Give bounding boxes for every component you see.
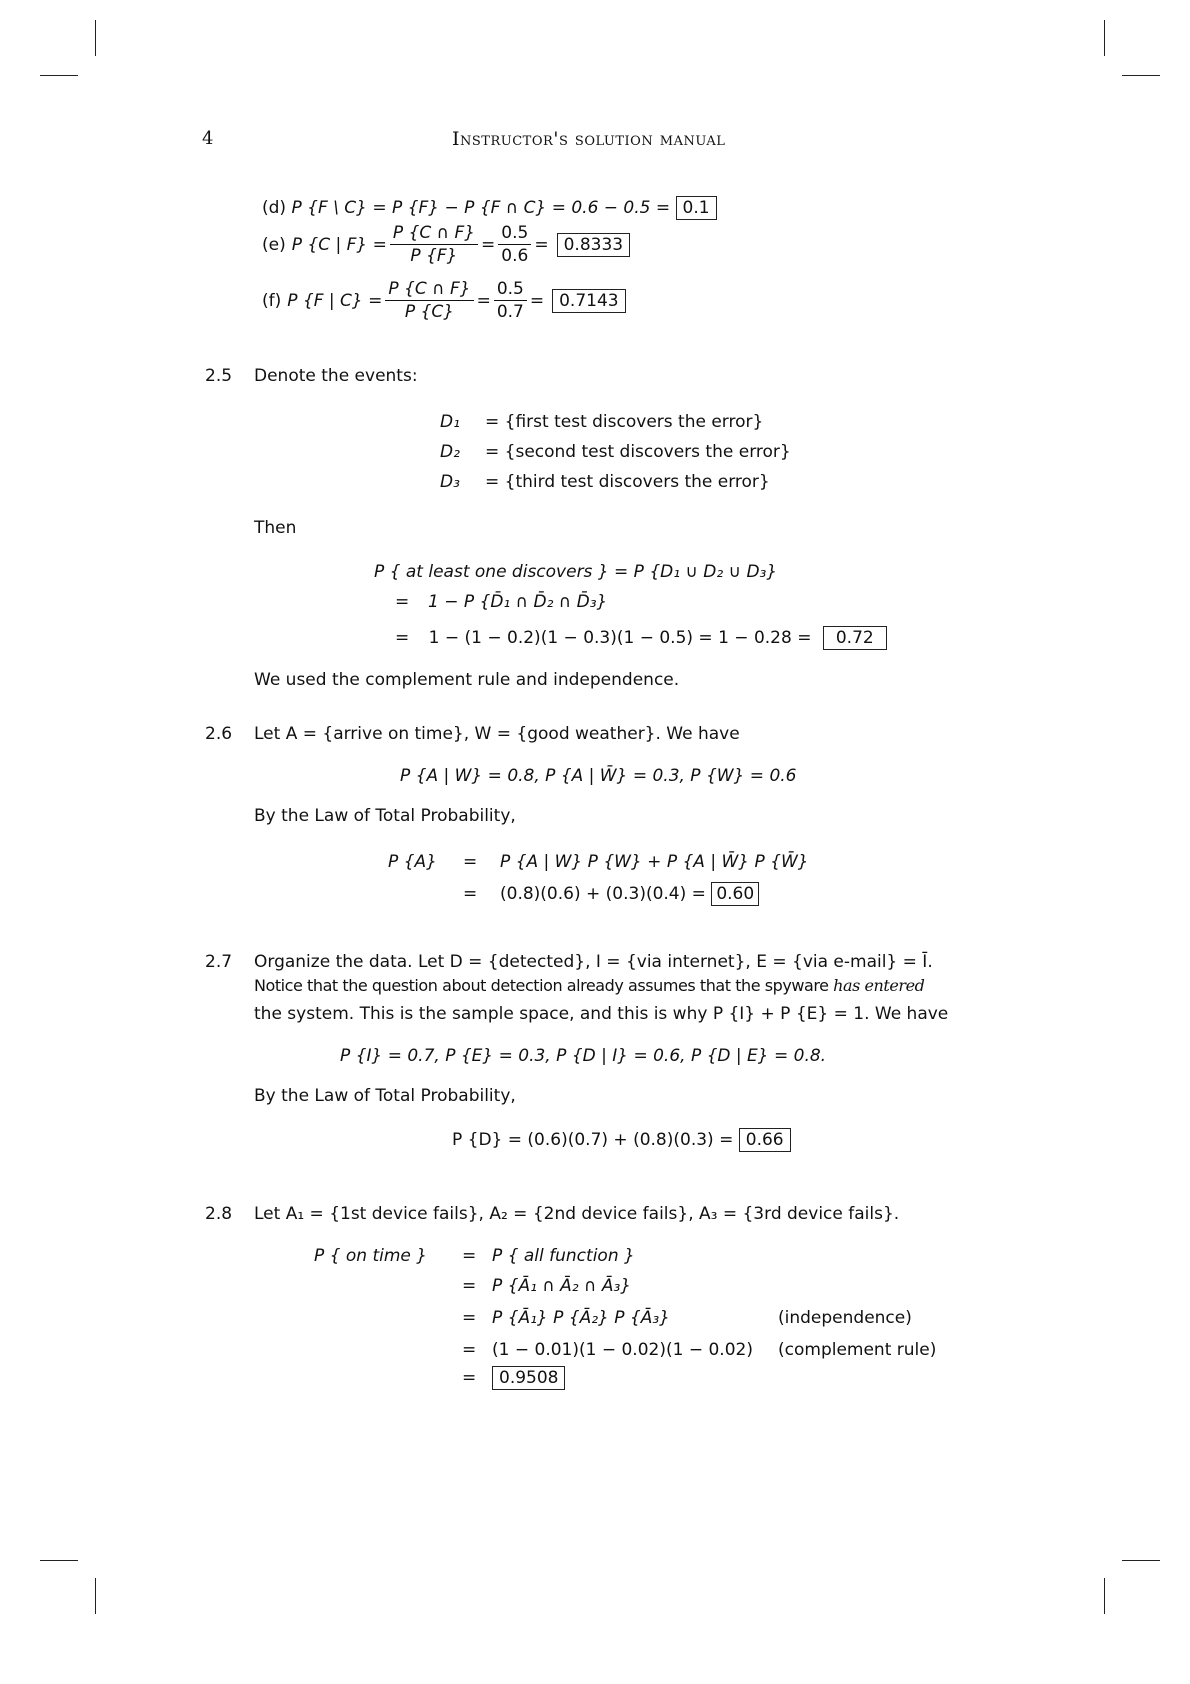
problem-2-8-row-4-note: (complement rule) [778, 1340, 937, 1360]
part-d-label: (d) [262, 198, 287, 218]
part-f-equals-1: = [476, 290, 491, 311]
problem-2-8-lhs: P { on time } [314, 1246, 428, 1266]
part-f-label: (f) [262, 290, 282, 311]
part-f-answer-box: 0.7143 [552, 289, 625, 313]
part-f-fraction-1 [385, 278, 473, 323]
running-header-title: Instructor's solution manual [452, 128, 726, 150]
part-e-answer-box: 0.8333 [557, 233, 630, 257]
part-d [262, 196, 717, 220]
problem-2-6-answer-box: 0.60 [711, 882, 759, 906]
part-e-fraction-2 [498, 222, 531, 267]
problem-2-7-number: 2.7 [205, 952, 233, 972]
part-e-numerator-2: 0.5 [498, 222, 531, 245]
problem-2-7-result [452, 1128, 791, 1152]
crop-mark-bottom-right-vertical [1104, 1578, 1105, 1614]
problem-2-7-result-expression: P {D} = (0.6)(0.7) + (0.8)(0.3) = [452, 1130, 734, 1150]
page-number: 4 [202, 128, 214, 149]
problem-2-8-intro: Let A₁ = {1st device fails}, A₂ = {2nd device fails}, A₃ = {3rd device fails}. [254, 1204, 900, 1224]
problem-2-7-law: By the Law of Total Probability, [254, 1086, 516, 1106]
problem-2-5-answer-box: 0.72 [823, 626, 887, 650]
problem-2-5-line-3-expression: 1 − (1 − 0.2)(1 − 0.3)(1 − 0.5) = 1 − 0.28 = [428, 628, 812, 648]
problem-2-8-number: 2.8 [205, 1204, 233, 1224]
crop-mark-top-left-horizontal [40, 75, 78, 76]
problem-2-6-line-2-expression: (0.8)(0.6) + (0.3)(0.4) = [500, 884, 706, 904]
problem-2-5-intro: Denote the events: [254, 366, 418, 386]
crop-mark-top-right-vertical [1104, 20, 1105, 56]
part-f-fraction-2 [494, 278, 527, 323]
problem-2-6-equals-2: = [463, 884, 478, 904]
problem-2-7-line-1: Organize the data. Let D = {detected}, I = {via internet}, E = {via e-mail} = Ī. [254, 952, 933, 972]
event-d1-symbol: D₁ [440, 412, 460, 432]
problem-2-7-line-3: the system. This is the sample space, and this is why P {I} + P {E} = 1. We have [254, 1004, 949, 1024]
problem-2-6-lhs: P {A} [388, 852, 437, 872]
problem-2-8-row-1-equals: = [462, 1246, 477, 1266]
problem-2-6-equals-1: = [463, 852, 478, 872]
part-e-fraction-1 [390, 222, 478, 267]
problem-2-6-law: By the Law of Total Probability, [254, 806, 516, 826]
part-e-denominator-2: 0.6 [501, 246, 529, 266]
problem-2-5-then: Then [254, 518, 297, 538]
part-e-label: (e) [262, 234, 286, 255]
problem-2-8-answer-box: 0.9508 [492, 1366, 565, 1390]
part-e-equals-2: = [534, 234, 549, 255]
problem-2-5-number: 2.5 [205, 366, 233, 386]
problem-2-8-row-2-expression: P {Ā₁ ∩ Ā₂ ∩ Ā₃} [492, 1276, 632, 1296]
problem-2-6-line-2 [500, 882, 759, 906]
crop-mark-bottom-left-vertical [95, 1578, 96, 1614]
problem-2-7-line-2-text: Notice that the question about detection already assumes that the spyware [254, 976, 834, 995]
problem-2-8-row-3-note: (independence) [778, 1308, 912, 1328]
problem-2-6-number: 2.6 [205, 724, 233, 744]
part-f [262, 278, 626, 323]
part-f-numerator-1: P {C ∩ F} [385, 278, 473, 301]
problem-2-8-final-equals: = [462, 1368, 477, 1388]
part-f-equals-2: = [529, 290, 545, 311]
event-d2-definition: = {second test discovers the error} [485, 442, 791, 462]
part-f-denominator-1: P {C} [404, 302, 455, 322]
problem-2-5-line-2: 1 − P {D̄₁ ∩ D̄₂ ∩ D̄₃} [428, 592, 608, 612]
problem-2-8-row-3-expression: P {Ā₁} P {Ā₂} P {Ā₃} [492, 1308, 671, 1328]
problem-2-7-answer-box: 0.66 [739, 1128, 791, 1152]
part-d-expression: P {F \ C} = P {F} − P {F ∩ C} = 0.6 − 0.5 = [291, 198, 671, 218]
problem-2-8-final [492, 1366, 565, 1390]
part-e-equals-1: = [481, 234, 496, 255]
problem-2-8-row-1-expression: P { all function } [492, 1246, 635, 1266]
part-e [262, 222, 630, 267]
problem-2-5-line-3-equals: = [395, 628, 410, 648]
part-f-denominator-2: 0.7 [496, 302, 524, 322]
problem-2-7-given: P {I} = 0.7, P {E} = 0.3, P {D | I} = 0.6, P {D | E} = 0.8. [340, 1046, 827, 1066]
event-d2-symbol: D₂ [440, 442, 460, 462]
problem-2-6-intro: Let A = {arrive on time}, W = {good weather}. We have [254, 724, 740, 744]
event-d3-definition: = {third test discovers the error} [485, 472, 770, 492]
problem-2-5-line-3 [395, 626, 887, 650]
crop-mark-bottom-right-horizontal [1122, 1560, 1160, 1561]
part-e-lhs: P {C | F} = [291, 234, 387, 255]
part-e-denominator-1: P {F} [410, 246, 458, 266]
problem-2-5-note: We used the complement rule and independence. [254, 670, 680, 690]
problem-2-8-row-2-equals: = [462, 1276, 477, 1296]
problem-2-8-row-4-equals: = [462, 1340, 477, 1360]
part-d-answer-box: 0.1 [676, 196, 717, 220]
problem-2-7-line-2 [254, 976, 924, 995]
part-f-numerator-2: 0.5 [494, 278, 527, 301]
part-e-numerator-1: P {C ∩ F} [390, 222, 478, 245]
event-d1-definition: = {first test discovers the error} [485, 412, 764, 432]
crop-mark-bottom-left-horizontal [40, 1560, 78, 1561]
part-f-lhs: P {F | C} = [287, 290, 383, 311]
event-d3-symbol: D₃ [440, 472, 460, 492]
problem-2-6-line-1: P {A | W} P {W} + P {A | W̄} P {W̄} [500, 852, 809, 872]
problem-2-8-row-4-expression: (1 − 0.01)(1 − 0.02)(1 − 0.02) [492, 1340, 753, 1360]
problem-2-6-given: P {A | W} = 0.8, P {A | W̄} = 0.3, P {W} = 0.6 [400, 766, 797, 786]
problem-2-7-line-2-emphasis: has entered [833, 976, 925, 995]
problem-2-8-row-3-equals: = [462, 1308, 477, 1328]
crop-mark-top-left-vertical [95, 20, 96, 56]
problem-2-5-line-1: P { at least one discovers } = P {D₁ ∪ D₂ ∪ D₃} [374, 562, 778, 582]
problem-2-5-line-2-equals: = [395, 592, 410, 612]
crop-mark-top-right-horizontal [1122, 75, 1160, 76]
